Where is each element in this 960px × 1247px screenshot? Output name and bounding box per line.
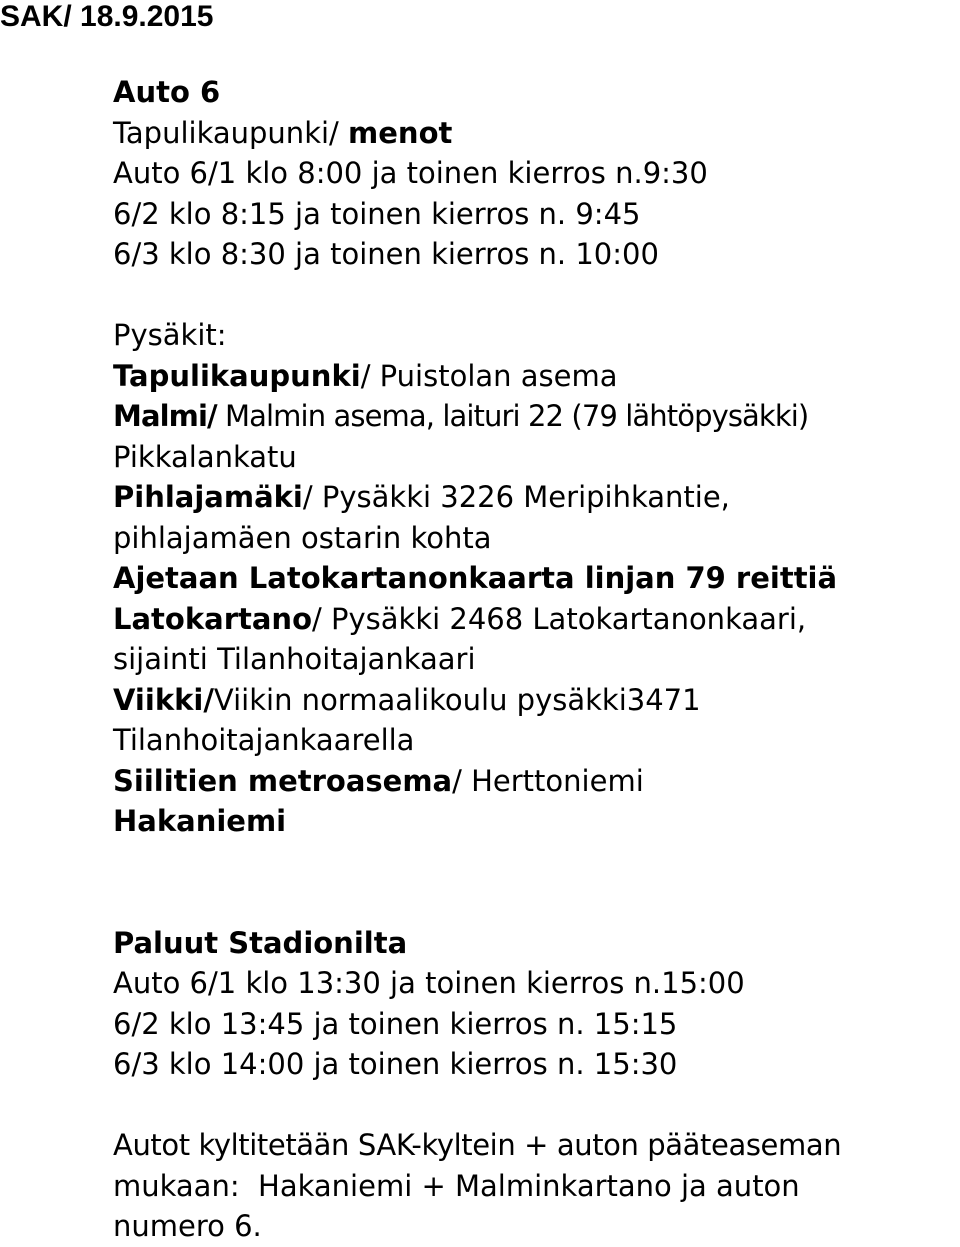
footer-line-2: mukaan: Hakaniemi + Malminkartano ja auton	[113, 1168, 800, 1203]
departure-route	[113, 113, 958, 154]
stop-pihlajamaki-cont: pihlajamäen ostarin kohta	[113, 520, 492, 555]
return-time-3: 6/3 klo 14:00 ja toinen kierros n. 15:30	[113, 1047, 678, 1081]
stop-detail: Malmin asema, laituri 22 (79 lähtöpysäkki)	[216, 399, 809, 433]
document-body	[113, 72, 958, 1247]
departure-time-1: Auto 6/1 klo 8:00 ja toinen kierros n.9:30	[113, 156, 708, 190]
stops-heading: Pysäkit:	[113, 318, 227, 352]
return-time-1: Auto 6/1 klo 13:30 ja toinen kierros n.15:00	[113, 966, 745, 1000]
route-origin: Tapulikaupunki/	[113, 115, 349, 150]
stop-latokartano	[113, 599, 958, 640]
returns-heading: Paluut Stadionilta	[113, 925, 408, 960]
spacer	[113, 1085, 958, 1126]
spacer	[113, 842, 958, 923]
departure-time-3: 6/3 klo 8:30 ja toinen kierros n. 10:00	[113, 237, 659, 271]
stop-detail: Viikin normaalikoulu pysäkki3471	[213, 682, 701, 717]
footer-line-1: Autot kyltitetään SAK-kyltein + auton pääteaseman	[113, 1128, 842, 1162]
stop-latokartano-cont: sijainti Tilanhoitajankaari	[113, 642, 476, 676]
stop-detail: / Pysäkki 3226 Meripihkantie,	[302, 480, 730, 514]
stop-tapulikaupunki	[113, 356, 958, 397]
route-direction: menot	[348, 115, 453, 150]
stop-name: Pihlajamäki	[113, 480, 303, 514]
stop-viikki	[113, 680, 958, 721]
stop-malmi	[113, 396, 958, 437]
stop-name: Viikki/	[113, 682, 214, 717]
stop-name: Latokartano	[113, 601, 312, 636]
stop-siilitie	[113, 761, 958, 802]
stop-detail: / Herttoniemi	[452, 763, 644, 798]
footer-line-3: numero 6.	[113, 1209, 262, 1243]
stop-viikki-cont: Tilanhoitajankaarella	[113, 723, 415, 757]
route-note: Ajetaan Latokartanonkaarta linjan 79 reittiä	[113, 561, 838, 595]
stop-detail: / Pysäkki 2468 Latokartanonkaari,	[312, 601, 807, 636]
return-time-2: 6/2 klo 13:45 ja toinen kierros n. 15:15	[113, 1006, 678, 1041]
departure-heading: Auto 6	[113, 75, 221, 109]
stop-hakaniemi: Hakaniemi	[113, 804, 287, 838]
stop-pihlajamaki	[113, 477, 958, 518]
stop-name: Malmi/	[113, 399, 217, 433]
stop-pikkalankatu: Pikkalankatu	[113, 439, 297, 474]
departure-time-2: 6/2 klo 8:15 ja toinen kierros n. 9:45	[113, 196, 641, 231]
page-title: SAK/ 18.9.2015	[0, 0, 214, 33]
spacer	[113, 275, 958, 316]
stop-name: Siilitien metroasema	[113, 763, 453, 798]
stop-detail: / Puistolan asema	[360, 358, 618, 393]
stop-name: Tapulikaupunki	[113, 358, 361, 393]
